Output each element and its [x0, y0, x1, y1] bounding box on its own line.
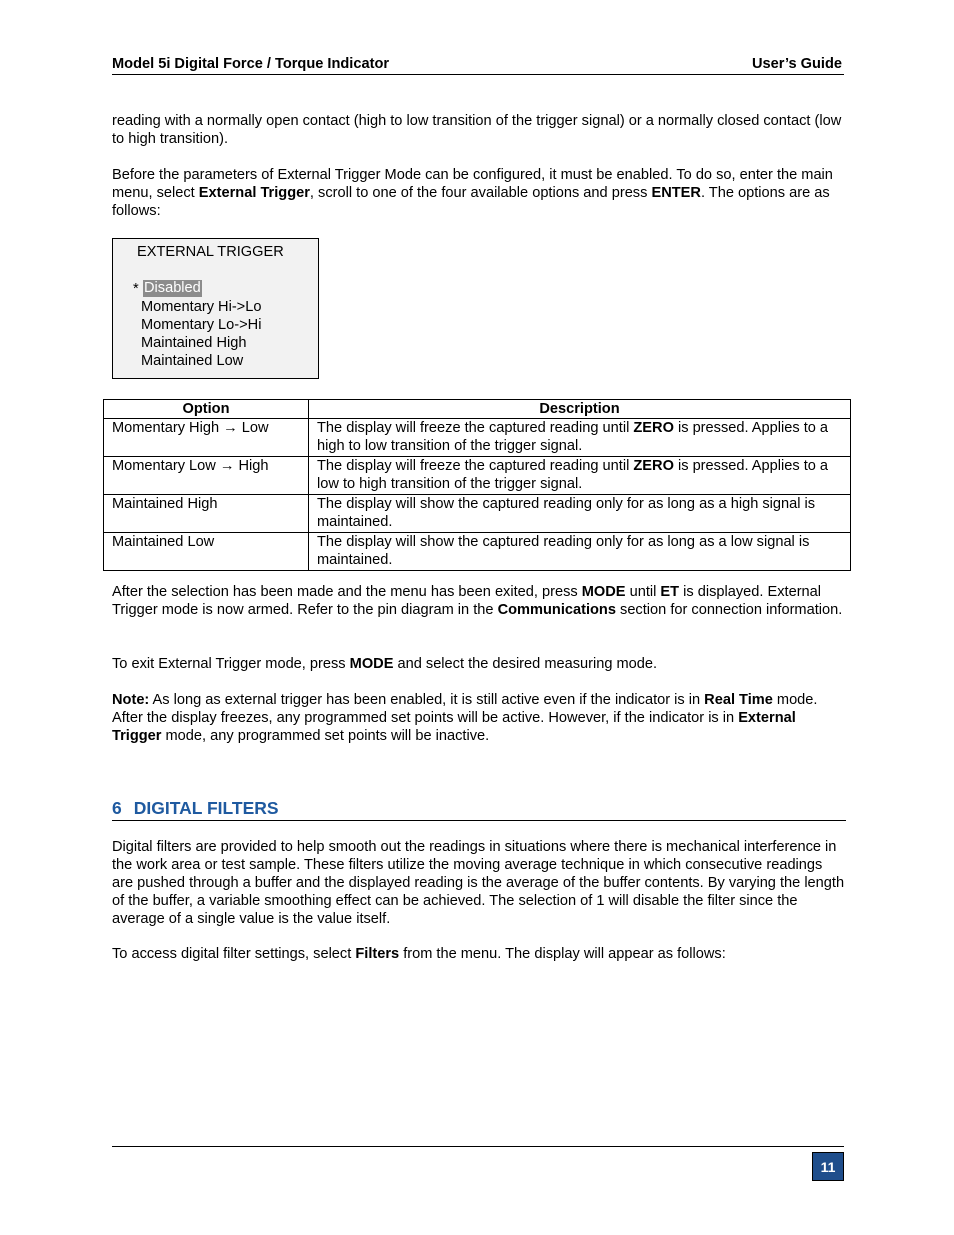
text: , scroll to one of the four available options and press — [309, 185, 652, 201]
bold-term: ZERO — [633, 420, 674, 436]
description-cell — [309, 457, 851, 495]
bold-term: External Trigger — [198, 185, 310, 201]
text: section for connection information. — [615, 602, 843, 618]
text: The display will freeze the captured reading until — [317, 420, 634, 436]
menu-option: Momentary Lo->Hi — [141, 317, 262, 333]
option-cell: Maintained Low — [104, 533, 309, 571]
text: To exit External Trigger mode, press — [112, 656, 350, 672]
table-header-row — [104, 400, 851, 419]
paragraph-filters-intro: Digital filters are provided to help smooth out the readings in situations where there is mechanical interference in the work area or test sample. These filters utilize the moving average technique in which consecutive readings are pushed through a buffer and the displayed reading is the average of the buffer contents. By varying the length of the buffer, a variable smoothing effect can be achieved. The selection of 1 will disable the filter since the average of a single value is the value itself. — [112, 839, 845, 927]
menu-option: Maintained High — [141, 335, 247, 351]
bold-term: MODE — [581, 584, 626, 600]
bold-term: Filters — [355, 946, 400, 962]
running-header-guide: User’s Guide — [751, 56, 842, 72]
menu-option: Momentary Hi->Lo — [141, 299, 262, 315]
text: The display will show the captured reading only for as long as a high signal is maintained. — [317, 496, 816, 530]
column-header-description: Description — [309, 400, 851, 419]
header-rule — [112, 74, 844, 75]
bold-term: External Trigger — [112, 710, 796, 744]
bold-term: ZERO — [633, 458, 674, 474]
menu-option: Maintained Low — [141, 353, 244, 369]
table-row — [104, 495, 851, 533]
option-cell: Momentary High → Low — [104, 419, 309, 457]
running-header-title: Model 5i Digital Force / Torque Indicator — [112, 56, 390, 72]
text: To access digital filter settings, select — [112, 946, 356, 962]
option-cell: Momentary Low → High — [104, 457, 309, 495]
note-label: Note: — [112, 692, 150, 708]
bold-term: Communications — [497, 602, 616, 618]
description-cell — [309, 533, 851, 571]
section-heading — [112, 798, 279, 819]
text: until — [625, 584, 661, 600]
page-number-badge: 11 — [812, 1152, 844, 1181]
text: As long as external trigger has been enabled, it is still active even if the indicator is in — [149, 692, 705, 708]
section-title: DIGITAL FILTERS — [133, 798, 279, 818]
text: and select the desired measuring mode. — [393, 656, 658, 672]
text: mode, any programmed set points will be inactive. — [161, 728, 490, 744]
menu-title: EXTERNAL TRIGGER — [137, 244, 284, 260]
section-number: 6 — [112, 798, 122, 818]
bold-term: Real Time — [704, 692, 773, 708]
paragraph-exit-mode — [112, 655, 847, 673]
table-row — [104, 457, 851, 495]
paragraph-enable-trigger — [112, 166, 847, 220]
description-cell — [309, 495, 851, 533]
text: from the menu. The display will appear as follows: — [399, 946, 726, 962]
trigger-options-table — [103, 399, 851, 571]
text: Before the parameters of External Trigger Mode can be configured, it must be enabled. To do so, enter the main menu, select — [112, 167, 833, 201]
column-header-option: Option — [104, 400, 309, 419]
table-row — [104, 533, 851, 571]
bold-term: MODE — [349, 656, 394, 672]
text: is displayed. External Trigger mode is now armed. Refer to the pin diagram in the — [112, 584, 822, 618]
text: is pressed. Applies to a high to low transition of the trigger signal. — [317, 420, 829, 454]
text: is pressed. Applies to a low to high transition of the trigger signal. — [317, 458, 829, 492]
paragraph-note — [112, 691, 847, 745]
text: After the selection has been made and the menu has been exited, press — [112, 584, 582, 600]
text: The display will show the captured reading only for as long as a low signal is maintained. — [317, 534, 810, 568]
option-cell: Maintained High — [104, 495, 309, 533]
text: . The options are as follows: — [112, 185, 830, 219]
menu-option-selected: Disabled — [144, 280, 201, 296]
section-rule — [112, 820, 846, 821]
text: mode. After the display freezes, any programmed set points will be active. However, if the indicator is in — [112, 692, 818, 726]
text: The display will freeze the captured reading until — [317, 458, 634, 474]
table-row — [104, 419, 851, 457]
paragraph-after-selection — [112, 583, 847, 619]
paragraph-contact-types: reading with a normally open contact (high to low transition of the trigger signal) or a normally closed contact (low to high transition). — [112, 113, 842, 147]
description-cell — [309, 419, 851, 457]
selection-marker: * — [133, 281, 139, 297]
paragraph-filters-access — [112, 945, 847, 963]
bold-term: ET — [660, 584, 680, 600]
bold-term: ENTER — [651, 185, 701, 201]
footer-rule — [112, 1146, 844, 1147]
